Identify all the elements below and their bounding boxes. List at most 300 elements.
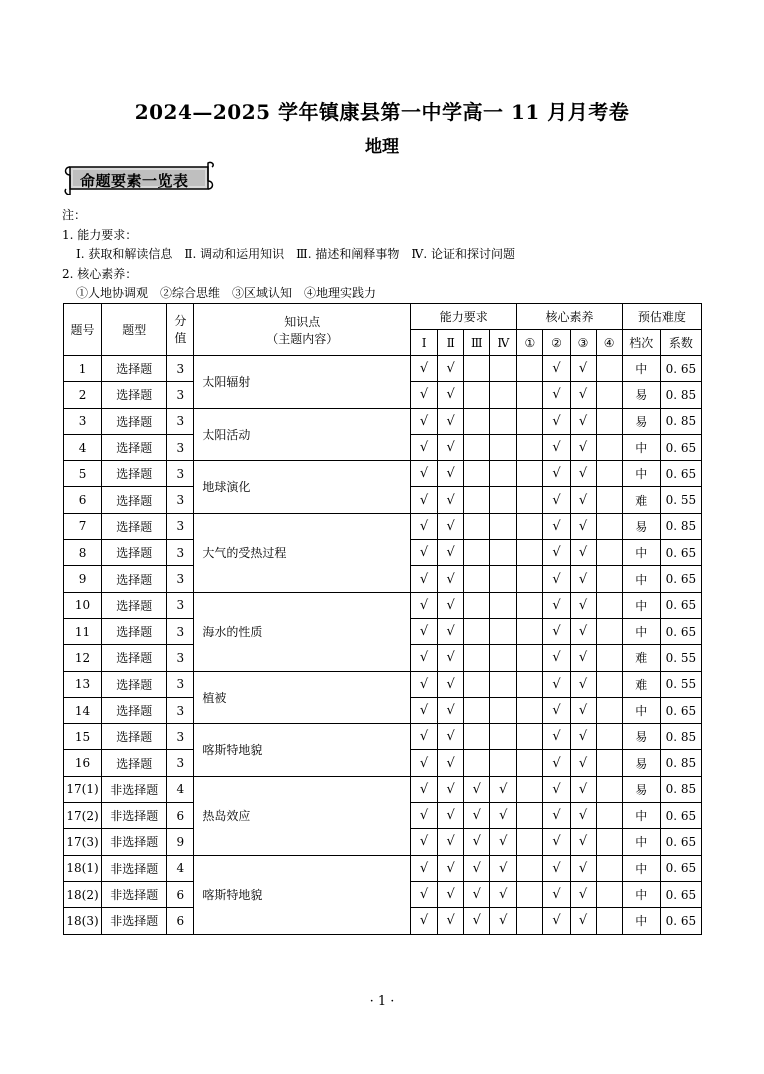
header-literacy-col: ① (517, 330, 543, 356)
cell-literacy-check (517, 382, 543, 408)
cell-ability-check: √ (411, 513, 438, 539)
cell-coefficient: 0. 65 (660, 566, 701, 592)
header-level: 档次 (622, 330, 660, 356)
cell-literacy-check (596, 382, 622, 408)
cell-literacy-check: √ (543, 487, 570, 513)
cell-type: 非选择题 (102, 829, 167, 855)
table-row (64, 724, 702, 750)
header-ability-col: Ⅰ (411, 330, 438, 356)
ability-items: Ⅰ. 获取和解读信息 Ⅱ. 调动和运用知识 Ⅲ. 描述和阐释事物 Ⅳ. 论证和探讨问题 (76, 247, 515, 261)
cell-ability-check (490, 408, 517, 434)
table-body (64, 356, 702, 935)
cell-literacy-check (517, 645, 543, 671)
cell-ability-check: √ (411, 487, 438, 513)
cell-literacy-check: √ (543, 724, 570, 750)
cell-type: 非选择题 (102, 776, 167, 802)
header-type: 题型 (102, 304, 167, 356)
cell-type: 选择题 (102, 645, 167, 671)
exam-element-table (63, 303, 702, 935)
cell-level: 易 (622, 513, 660, 539)
cell-ability-check (464, 697, 490, 723)
table-row (64, 776, 702, 802)
cell-literacy-check (596, 829, 622, 855)
cell-literacy-check (517, 513, 543, 539)
cell-ability-check: √ (490, 776, 517, 802)
cell-literacy-check: √ (543, 881, 570, 907)
cell-literacy-check: √ (543, 382, 570, 408)
cell-score: 3 (167, 461, 194, 487)
cell-ability-check: √ (438, 697, 464, 723)
cell-literacy-check (517, 829, 543, 855)
header-literacy-col: ② (543, 330, 570, 356)
cell-literacy-check (596, 356, 622, 382)
cell-type: 选择题 (102, 618, 167, 644)
cell-number: 17(1) (64, 776, 102, 802)
cell-literacy-check: √ (543, 697, 570, 723)
cell-ability-check: √ (464, 776, 490, 802)
cell-ability-check (464, 487, 490, 513)
cell-ability-check: √ (464, 881, 490, 907)
cell-number: 10 (64, 592, 102, 618)
cell-score: 6 (167, 881, 194, 907)
table-row (64, 356, 702, 382)
cell-literacy-check (596, 487, 622, 513)
cell-coefficient: 0. 65 (660, 908, 701, 934)
cell-level: 易 (622, 408, 660, 434)
cell-literacy-check (596, 566, 622, 592)
cell-literacy-check: √ (543, 908, 570, 934)
cell-score: 6 (167, 803, 194, 829)
cell-level: 中 (622, 855, 660, 881)
cell-literacy-check (517, 803, 543, 829)
cell-literacy-check: √ (570, 645, 596, 671)
cell-ability-check: √ (438, 671, 464, 697)
cell-ability-check: √ (438, 408, 464, 434)
cell-number: 18(2) (64, 881, 102, 907)
cell-knowledge: 喀斯特地貌 (194, 724, 411, 777)
cell-level: 中 (622, 618, 660, 644)
cell-literacy-check (596, 461, 622, 487)
cell-level: 中 (622, 434, 660, 460)
cell-literacy-check: √ (543, 855, 570, 881)
table-row (64, 513, 702, 539)
cell-ability-check: √ (411, 408, 438, 434)
cell-literacy-check (596, 750, 622, 776)
cell-number: 18(1) (64, 855, 102, 881)
header-score: 分值 (167, 304, 194, 356)
cell-coefficient: 0. 55 (660, 645, 701, 671)
cell-ability-check (464, 750, 490, 776)
cell-literacy-check (596, 908, 622, 934)
cell-score: 9 (167, 829, 194, 855)
cell-score: 3 (167, 513, 194, 539)
cell-number: 5 (64, 461, 102, 487)
cell-type: 非选择题 (102, 908, 167, 934)
cell-literacy-check: √ (543, 776, 570, 802)
cell-ability-check (490, 671, 517, 697)
cell-number: 14 (64, 697, 102, 723)
cell-level: 易 (622, 724, 660, 750)
cell-literacy-check (517, 487, 543, 513)
cell-literacy-check: √ (570, 356, 596, 382)
header-number: 题号 (64, 304, 102, 356)
cell-level: 难 (622, 671, 660, 697)
cell-literacy-check: √ (570, 540, 596, 566)
cell-type: 选择题 (102, 513, 167, 539)
table-row (64, 408, 702, 434)
cell-type: 非选择题 (102, 803, 167, 829)
cell-ability-check (464, 724, 490, 750)
cell-ability-check: √ (438, 461, 464, 487)
cell-knowledge: 太阳活动 (194, 408, 411, 461)
cell-number: 1 (64, 356, 102, 382)
cell-ability-check: √ (438, 881, 464, 907)
header-literacy: 核心素养 (517, 304, 622, 330)
cell-score: 3 (167, 408, 194, 434)
cell-number: 17(2) (64, 803, 102, 829)
cell-coefficient: 0. 65 (660, 618, 701, 644)
cell-ability-check (464, 356, 490, 382)
cell-literacy-check (517, 566, 543, 592)
cell-ability-check (490, 513, 517, 539)
cell-coefficient: 0. 85 (660, 382, 701, 408)
cell-literacy-check: √ (543, 750, 570, 776)
cell-literacy-check: √ (543, 592, 570, 618)
cell-ability-check: √ (438, 829, 464, 855)
cell-type: 选择题 (102, 461, 167, 487)
cell-ability-check (464, 592, 490, 618)
cell-literacy-check: √ (570, 750, 596, 776)
cell-literacy-check: √ (543, 671, 570, 697)
cell-ability-check (490, 618, 517, 644)
cell-type: 非选择题 (102, 855, 167, 881)
cell-knowledge: 太阳辐射 (194, 356, 411, 409)
cell-literacy-check: √ (570, 434, 596, 460)
cell-type: 选择题 (102, 750, 167, 776)
cell-coefficient: 0. 85 (660, 408, 701, 434)
cell-literacy-check (596, 645, 622, 671)
cell-ability-check (490, 566, 517, 592)
cell-score: 3 (167, 750, 194, 776)
cell-type: 选择题 (102, 724, 167, 750)
cell-type: 选择题 (102, 540, 167, 566)
cell-ability-check: √ (438, 434, 464, 460)
cell-coefficient: 0. 65 (660, 697, 701, 723)
cell-type: 选择题 (102, 671, 167, 697)
cell-coefficient: 0. 65 (660, 461, 701, 487)
table-row (64, 592, 702, 618)
header-difficulty: 预估难度 (622, 304, 701, 330)
cell-literacy-check (517, 724, 543, 750)
cell-ability-check: √ (490, 803, 517, 829)
cell-type: 选择题 (102, 592, 167, 618)
cell-knowledge: 地球演化 (194, 461, 411, 514)
cell-ability-check: √ (411, 645, 438, 671)
cell-literacy-check: √ (570, 513, 596, 539)
cell-literacy-check (596, 697, 622, 723)
notes-heading: 注： (62, 208, 87, 222)
header-knowledge (194, 304, 411, 356)
cell-level: 易 (622, 750, 660, 776)
cell-literacy-check (517, 461, 543, 487)
cell-literacy-check: √ (570, 592, 596, 618)
cell-ability-check: √ (411, 803, 438, 829)
cell-knowledge: 热岛效应 (194, 776, 411, 855)
cell-literacy-check: √ (543, 408, 570, 434)
cell-score: 3 (167, 618, 194, 644)
cell-ability-check: √ (438, 356, 464, 382)
cell-literacy-check (517, 408, 543, 434)
cell-literacy-check (596, 881, 622, 907)
notes-section (62, 206, 515, 304)
cell-ability-check (464, 461, 490, 487)
cell-literacy-check: √ (570, 881, 596, 907)
cell-literacy-check: √ (543, 645, 570, 671)
cell-literacy-check: √ (543, 566, 570, 592)
cell-ability-check: √ (411, 908, 438, 934)
cell-ability-check: √ (411, 592, 438, 618)
cell-literacy-check: √ (543, 434, 570, 460)
cell-literacy-check: √ (570, 408, 596, 434)
cell-number: 13 (64, 671, 102, 697)
cell-knowledge: 海水的性质 (194, 592, 411, 671)
cell-ability-check: √ (411, 724, 438, 750)
cell-score: 3 (167, 724, 194, 750)
cell-literacy-check (517, 540, 543, 566)
ability-title: 1. 能力要求： (62, 227, 138, 242)
cell-literacy-check: √ (543, 803, 570, 829)
cell-ability-check: √ (438, 803, 464, 829)
cell-number: 9 (64, 566, 102, 592)
cell-score: 3 (167, 592, 194, 618)
cell-literacy-check (517, 908, 543, 934)
cell-score: 3 (167, 566, 194, 592)
cell-knowledge: 大气的受热过程 (194, 513, 411, 592)
table-row (64, 855, 702, 881)
cell-score: 3 (167, 487, 194, 513)
cell-ability-check (464, 671, 490, 697)
cell-ability-check: √ (438, 645, 464, 671)
cell-literacy-check: √ (570, 461, 596, 487)
cell-ability-check: √ (411, 671, 438, 697)
cell-ability-check (490, 750, 517, 776)
cell-type: 选择题 (102, 697, 167, 723)
cell-ability-check: √ (411, 540, 438, 566)
cell-ability-check: √ (411, 855, 438, 881)
cell-coefficient: 0. 65 (660, 855, 701, 881)
cell-ability-check (464, 645, 490, 671)
cell-ability-check: √ (411, 829, 438, 855)
banner-label: 命题要素一览表 (80, 172, 189, 190)
cell-literacy-check (517, 618, 543, 644)
cell-coefficient: 0. 85 (660, 724, 701, 750)
cell-literacy-check: √ (570, 618, 596, 644)
cell-score: 3 (167, 671, 194, 697)
cell-literacy-check: √ (543, 513, 570, 539)
cell-literacy-check: √ (543, 618, 570, 644)
header-literacy-col: ④ (596, 330, 622, 356)
literacy-title: 2. 核心素养： (62, 266, 138, 281)
cell-ability-check: √ (411, 750, 438, 776)
cell-knowledge: 植被 (194, 671, 411, 724)
cell-ability-check: √ (438, 540, 464, 566)
cell-literacy-check: √ (543, 461, 570, 487)
cell-ability-check: √ (490, 881, 517, 907)
cell-literacy-check: √ (570, 487, 596, 513)
cell-number: 16 (64, 750, 102, 776)
cell-ability-check: √ (464, 855, 490, 881)
cell-level: 难 (622, 645, 660, 671)
cell-ability-check: √ (438, 566, 464, 592)
cell-coefficient: 0. 65 (660, 803, 701, 829)
cell-type: 选择题 (102, 382, 167, 408)
cell-number: 2 (64, 382, 102, 408)
cell-ability-check: √ (438, 776, 464, 802)
literacy-items: ①人地协调观 ②综合思维 ③区域认知 ④地理实践力 (76, 286, 377, 300)
cell-level: 中 (622, 461, 660, 487)
table-row (64, 461, 702, 487)
cell-literacy-check: √ (570, 803, 596, 829)
page-number: · 1 · (369, 994, 395, 1009)
cell-literacy-check (517, 434, 543, 460)
cell-level: 中 (622, 908, 660, 934)
cell-ability-check (490, 356, 517, 382)
cell-level: 中 (622, 592, 660, 618)
cell-literacy-check (517, 697, 543, 723)
cell-coefficient: 0. 65 (660, 356, 701, 382)
cell-literacy-check (517, 881, 543, 907)
cell-ability-check (490, 645, 517, 671)
cell-coefficient: 0. 85 (660, 750, 701, 776)
cell-coefficient: 0. 65 (660, 434, 701, 460)
header-coefficient: 系数 (660, 330, 701, 356)
cell-level: 中 (622, 829, 660, 855)
cell-literacy-check (596, 434, 622, 460)
cell-ability-check: √ (438, 908, 464, 934)
cell-literacy-check (596, 592, 622, 618)
cell-ability-check: √ (438, 382, 464, 408)
cell-coefficient: 0. 55 (660, 671, 701, 697)
cell-ability-check: √ (438, 724, 464, 750)
cell-score: 4 (167, 855, 194, 881)
cell-score: 3 (167, 356, 194, 382)
cell-ability-check (490, 382, 517, 408)
subject-title: 地理 (365, 137, 399, 157)
cell-type: 选择题 (102, 408, 167, 434)
cell-score: 3 (167, 434, 194, 460)
cell-ability-check: √ (464, 908, 490, 934)
cell-coefficient: 0. 65 (660, 592, 701, 618)
table-row (64, 671, 702, 697)
cell-level: 难 (622, 487, 660, 513)
cell-number: 12 (64, 645, 102, 671)
header-ability-col: Ⅲ (464, 330, 490, 356)
cell-coefficient: 0. 85 (660, 776, 701, 802)
cell-number: 4 (64, 434, 102, 460)
cell-ability-check (490, 592, 517, 618)
cell-knowledge: 喀斯特地貌 (194, 855, 411, 934)
cell-literacy-check (596, 776, 622, 802)
cell-ability-check: √ (490, 829, 517, 855)
cell-literacy-check: √ (543, 829, 570, 855)
cell-ability-check (490, 697, 517, 723)
cell-type: 选择题 (102, 434, 167, 460)
cell-ability-check (490, 434, 517, 460)
cell-literacy-check (596, 513, 622, 539)
cell-number: 17(3) (64, 829, 102, 855)
cell-literacy-check: √ (570, 776, 596, 802)
cell-number: 18(3) (64, 908, 102, 934)
cell-literacy-check (517, 750, 543, 776)
cell-number: 11 (64, 618, 102, 644)
cell-literacy-check: √ (570, 671, 596, 697)
cell-number: 7 (64, 513, 102, 539)
cell-ability-check: √ (411, 461, 438, 487)
cell-literacy-check (596, 724, 622, 750)
cell-ability-check: √ (464, 829, 490, 855)
cell-literacy-check (517, 356, 543, 382)
cell-literacy-check (596, 855, 622, 881)
cell-ability-check: √ (464, 803, 490, 829)
cell-ability-check (464, 434, 490, 460)
cell-level: 中 (622, 803, 660, 829)
cell-score: 3 (167, 540, 194, 566)
cell-ability-check (490, 724, 517, 750)
cell-literacy-check (517, 592, 543, 618)
header-knowledge-label: 知识点 (284, 314, 321, 329)
cell-ability-check: √ (411, 776, 438, 802)
cell-level: 易 (622, 382, 660, 408)
cell-coefficient: 0. 55 (660, 487, 701, 513)
cell-literacy-check (596, 618, 622, 644)
header-ability: 能力要求 (411, 304, 517, 330)
header-knowledge-sub: （主题内容） (266, 331, 339, 346)
cell-literacy-check: √ (543, 356, 570, 382)
cell-level: 中 (622, 540, 660, 566)
cell-number: 8 (64, 540, 102, 566)
cell-score: 3 (167, 697, 194, 723)
cell-literacy-check: √ (570, 382, 596, 408)
cell-type: 选择题 (102, 356, 167, 382)
cell-ability-check: √ (490, 908, 517, 934)
cell-ability-check: √ (411, 356, 438, 382)
cell-ability-check: √ (411, 618, 438, 644)
cell-literacy-check: √ (570, 908, 596, 934)
cell-ability-check (464, 566, 490, 592)
header-literacy-col: ③ (570, 330, 596, 356)
cell-level: 中 (622, 881, 660, 907)
cell-score: 6 (167, 908, 194, 934)
cell-literacy-check (596, 540, 622, 566)
cell-ability-check: √ (438, 618, 464, 644)
cell-coefficient: 0. 65 (660, 829, 701, 855)
cell-literacy-check: √ (543, 540, 570, 566)
cell-ability-check (464, 540, 490, 566)
cell-number: 6 (64, 487, 102, 513)
cell-ability-check: √ (438, 750, 464, 776)
cell-ability-check (464, 408, 490, 434)
cell-ability-check: √ (438, 592, 464, 618)
cell-literacy-check (517, 776, 543, 802)
cell-literacy-check: √ (570, 697, 596, 723)
cell-literacy-check: √ (570, 829, 596, 855)
cell-ability-check (464, 618, 490, 644)
cell-literacy-check (596, 408, 622, 434)
cell-literacy-check (596, 671, 622, 697)
cell-ability-check (464, 382, 490, 408)
cell-ability-check: √ (438, 487, 464, 513)
cell-type: 非选择题 (102, 881, 167, 907)
